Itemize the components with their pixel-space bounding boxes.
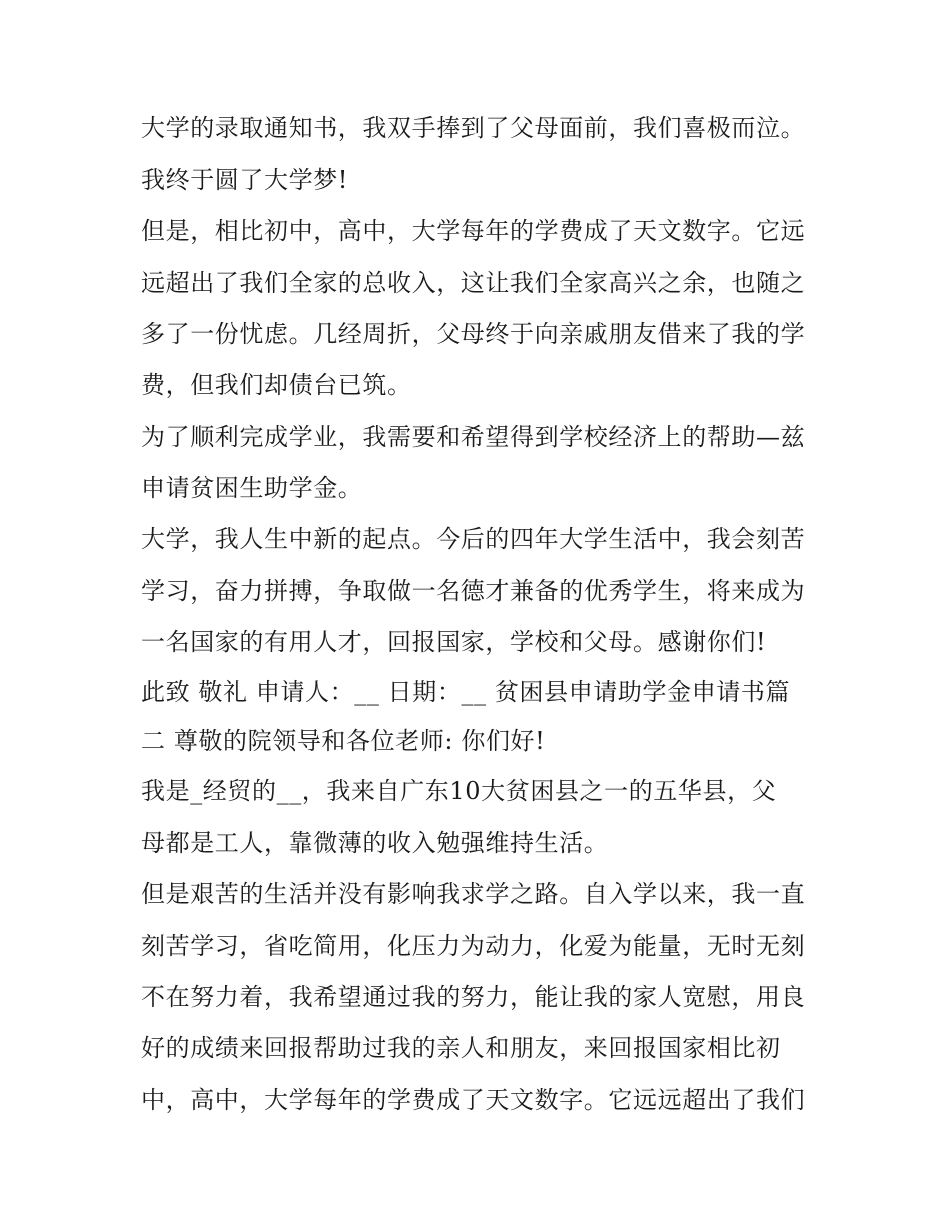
text-line: 母都是工人，靠微薄的收入勉强维持生活。 [141,829,609,857]
text-line: 此致 敬礼 申请人：__ 日期：__ 贫困县申请助学金申请书篇 [141,678,791,706]
text-line: 但是艰苦的生活并没有影响我求学之路。自入学以来，我一直 [141,880,806,908]
text-line: 我终于圆了大学梦! [141,166,349,194]
text-line: 多了一份忧虑。几经周折，父母终于向亲戚朋友借来了我的学 [141,320,806,348]
text-line: 为了顺利完成学业，我需要和希望得到学校经济上的帮助—兹 [141,423,806,451]
text-line: 大学，我人生中新的起点。今后的四年大学生活中，我会刻苦 [141,525,806,553]
text-line: 一名国家的有用人才，回报国家，学校和父母。感谢你们! [141,628,767,656]
text-line: 但是，相比初中，高中，大学每年的学费成了天文数字。它远 [141,217,806,245]
text-line: 我是_经贸的__，我来自广东10大贫困县之一的五华县，父 [141,777,777,805]
text-line: 费，但我们却债台已筑。 [141,371,412,399]
text-line: 远超出了我们全家的总收入，这让我们全家高兴之余，也随之 [141,269,806,297]
text-line: 刻苦学习，省吃简用，化压力为动力，化爱为能量，无时无刻 [141,932,806,960]
text-line: 好的成绩来回报帮助过我的亲人和朋友，来回报国家相比初 [141,1034,781,1062]
text-line: 不在努力着，我希望通过我的努力，能让我的家人宽慰，用良 [141,983,806,1011]
text-line: 二 尊敬的院领导和各位老师: 你们好! [141,727,546,755]
text-line: 大学的录取通知书，我双手捧到了父母面前，我们喜极而泣。 [141,114,806,142]
text-line: 中，高中，大学每年的学费成了天文数字。它远远超出了我们 [141,1086,806,1114]
text-line: 申请贫困生助学金。 [141,474,363,502]
text-line: 学习，奋力拼搏，争取做一名德才兼备的优秀学生，将来成为 [141,577,806,605]
